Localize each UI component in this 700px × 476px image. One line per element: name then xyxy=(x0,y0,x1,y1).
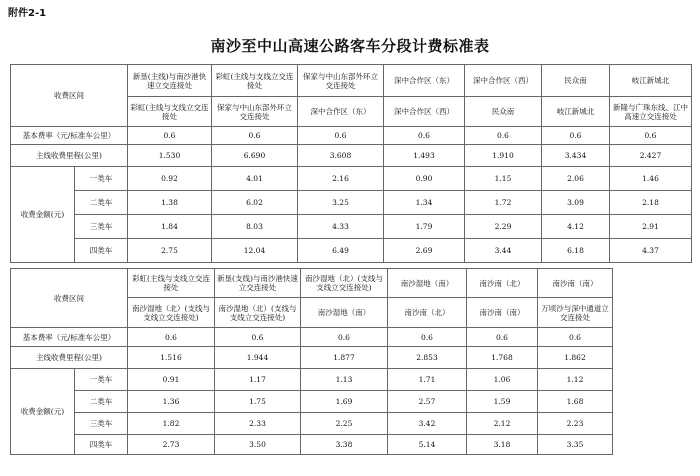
attachment-label: 附件2-1 xyxy=(8,8,47,19)
fee-cell: 5.14 xyxy=(388,435,467,455)
section-end: 民众南 xyxy=(465,97,542,127)
page-title: 南沙至中山高速公路客车分段计费标准表 xyxy=(210,37,490,55)
section-end: 新隆与广珠东线、江中高速立交连接处 xyxy=(610,97,692,127)
fee-cell: 6.02 xyxy=(212,191,298,215)
section-end: 岐江新城北 xyxy=(542,97,610,127)
fee-cell: 1.82 xyxy=(128,413,215,435)
mileage-cell: 1.516 xyxy=(128,347,215,369)
section-start: 彩虹(主线与支线立交连接处 xyxy=(128,269,215,298)
fee-cell: 3.25 xyxy=(298,191,384,215)
rate-cell: 0.6 xyxy=(301,328,388,347)
mileage-cell: 2.427 xyxy=(610,145,692,167)
mileage-cell: 2.853 xyxy=(388,347,467,369)
section-end: 万顷沙与深中通道立交连接处 xyxy=(538,298,613,328)
section-start: 深中合作区（东） xyxy=(384,65,465,97)
fee-cell: 2.75 xyxy=(128,239,212,263)
section-end: 南沙湿地（北）(支线与支线立交连接处) xyxy=(128,298,215,328)
rate-cell: 0.6 xyxy=(128,127,212,145)
section-end: 彩虹(主线与支线立交连接处 xyxy=(128,97,212,127)
class-label: 四类车 xyxy=(75,435,128,455)
rate-cell: 0.6 xyxy=(538,328,613,347)
fee-cell: 1.72 xyxy=(465,191,542,215)
fee-cell: 2.18 xyxy=(610,191,692,215)
section-start: 南沙南（北） xyxy=(467,269,538,298)
mileage-cell: 1.493 xyxy=(384,145,465,167)
fee-cell: 4.12 xyxy=(542,215,610,239)
mileage-label: 主线收费里程(公里) xyxy=(11,347,128,369)
fee-cell: 1.46 xyxy=(610,167,692,191)
section-end: 南沙湿地（北）(支线与支线立交连接处) xyxy=(215,298,301,328)
fee-cell: 1.68 xyxy=(538,391,613,413)
rate-cell: 0.6 xyxy=(384,127,465,145)
section-start: 彩虹(主线与支线立交连接处 xyxy=(212,65,298,97)
fee-cell: 6.18 xyxy=(542,239,610,263)
base-rate-label: 基本费率（元/标准车公里） xyxy=(11,328,128,347)
fee-cell: 0.92 xyxy=(128,167,212,191)
section-start: 新垦(主线)与南沙港快速立交连接处 xyxy=(128,65,212,97)
fee-cell: 2.73 xyxy=(128,435,215,455)
fee-cell: 1.84 xyxy=(128,215,212,239)
class-label: 三类车 xyxy=(75,413,128,435)
class-label: 二类车 xyxy=(75,391,128,413)
section-end: 南沙南（北） xyxy=(388,298,467,328)
section-header: 收费区间 xyxy=(11,65,128,127)
fee-cell: 1.38 xyxy=(128,191,212,215)
mileage-cell: 6.690 xyxy=(212,145,298,167)
rate-cell: 0.6 xyxy=(388,328,467,347)
fee-cell: 0.91 xyxy=(128,369,215,391)
section-end: 南沙湿地（南） xyxy=(301,298,388,328)
section-end: 南沙南（南） xyxy=(467,298,538,328)
amount-label: 收费金额(元) xyxy=(11,369,75,455)
fee-cell: 1.06 xyxy=(467,369,538,391)
fee-cell: 2.06 xyxy=(542,167,610,191)
mileage-cell: 1.877 xyxy=(301,347,388,369)
fee-cell: 2.29 xyxy=(465,215,542,239)
mileage-label: 主线收费里程(公里) xyxy=(11,145,128,167)
fee-cell: 1.12 xyxy=(538,369,613,391)
section-start: 南沙湿地（北）(支线与支线立交连接处) xyxy=(301,269,388,298)
mileage-cell: 3.608 xyxy=(298,145,384,167)
fee-cell: 3.35 xyxy=(538,435,613,455)
mileage-cell: 1.530 xyxy=(128,145,212,167)
rate-cell: 0.6 xyxy=(465,127,542,145)
fee-table-2 xyxy=(10,268,613,455)
fee-cell: 2.25 xyxy=(301,413,388,435)
section-start: 南沙南（南） xyxy=(538,269,613,298)
fee-cell: 6.49 xyxy=(298,239,384,263)
fee-cell: 3.42 xyxy=(388,413,467,435)
fee-cell: 3.38 xyxy=(301,435,388,455)
fee-cell: 2.12 xyxy=(467,413,538,435)
fee-cell: 1.79 xyxy=(384,215,465,239)
fee-cell: 3.18 xyxy=(467,435,538,455)
fee-cell: 2.16 xyxy=(298,167,384,191)
section-start: 深中合作区（西） xyxy=(465,65,542,97)
fee-cell: 2.57 xyxy=(388,391,467,413)
section-end: 深中合作区（东） xyxy=(298,97,384,127)
section-start: 新垦(支线)与南沙港快速立交连接处 xyxy=(215,269,301,298)
fee-cell: 3.09 xyxy=(542,191,610,215)
fee-cell: 1.75 xyxy=(215,391,301,413)
fee-cell: 1.17 xyxy=(215,369,301,391)
rate-cell: 0.6 xyxy=(542,127,610,145)
fee-cell: 4.33 xyxy=(298,215,384,239)
section-end: 保家与中山东部外环立交连接处 xyxy=(212,97,298,127)
rate-cell: 0.6 xyxy=(610,127,692,145)
section-header: 收费区间 xyxy=(11,269,128,328)
fee-cell: 2.91 xyxy=(610,215,692,239)
mileage-cell: 3.434 xyxy=(542,145,610,167)
class-label: 四类车 xyxy=(75,239,128,263)
base-rate-label: 基本费率（元/标准车公里） xyxy=(11,127,128,145)
rate-cell: 0.6 xyxy=(128,328,215,347)
fee-cell: 4.37 xyxy=(610,239,692,263)
fee-cell: 3.44 xyxy=(465,239,542,263)
fee-cell: 1.71 xyxy=(388,369,467,391)
fee-cell: 8.03 xyxy=(212,215,298,239)
class-label: 三类车 xyxy=(75,215,128,239)
fee-cell: 12.04 xyxy=(212,239,298,263)
fee-cell: 4.01 xyxy=(212,167,298,191)
class-label: 一类车 xyxy=(75,167,128,191)
fee-cell: 1.69 xyxy=(301,391,388,413)
section-start: 南沙湿地（南） xyxy=(388,269,467,298)
mileage-cell: 1.910 xyxy=(465,145,542,167)
section-start: 保家与中山东部外环立交连接处 xyxy=(298,65,384,97)
fee-cell: 1.15 xyxy=(465,167,542,191)
mileage-cell: 1.944 xyxy=(215,347,301,369)
class-label: 一类车 xyxy=(75,369,128,391)
rate-cell: 0.6 xyxy=(212,127,298,145)
fee-cell: 1.36 xyxy=(128,391,215,413)
fee-cell: 3.50 xyxy=(215,435,301,455)
fee-cell: 1.59 xyxy=(467,391,538,413)
fee-table-1 xyxy=(10,64,692,263)
fee-cell: 2.33 xyxy=(215,413,301,435)
fee-cell: 2.23 xyxy=(538,413,613,435)
amount-label: 收费金额(元) xyxy=(11,167,75,263)
mileage-cell: 1.862 xyxy=(538,347,613,369)
section-start: 民众南 xyxy=(542,65,610,97)
fee-cell: 1.13 xyxy=(301,369,388,391)
rate-cell: 0.6 xyxy=(215,328,301,347)
class-label: 二类车 xyxy=(75,191,128,215)
rate-cell: 0.6 xyxy=(467,328,538,347)
section-end: 深中合作区（西） xyxy=(384,97,465,127)
fee-cell: 1.34 xyxy=(384,191,465,215)
rate-cell: 0.6 xyxy=(298,127,384,145)
section-start: 岐江新城北 xyxy=(610,65,692,97)
mileage-cell: 1.768 xyxy=(467,347,538,369)
fee-cell: 2.69 xyxy=(384,239,465,263)
fee-cell: 0.90 xyxy=(384,167,465,191)
